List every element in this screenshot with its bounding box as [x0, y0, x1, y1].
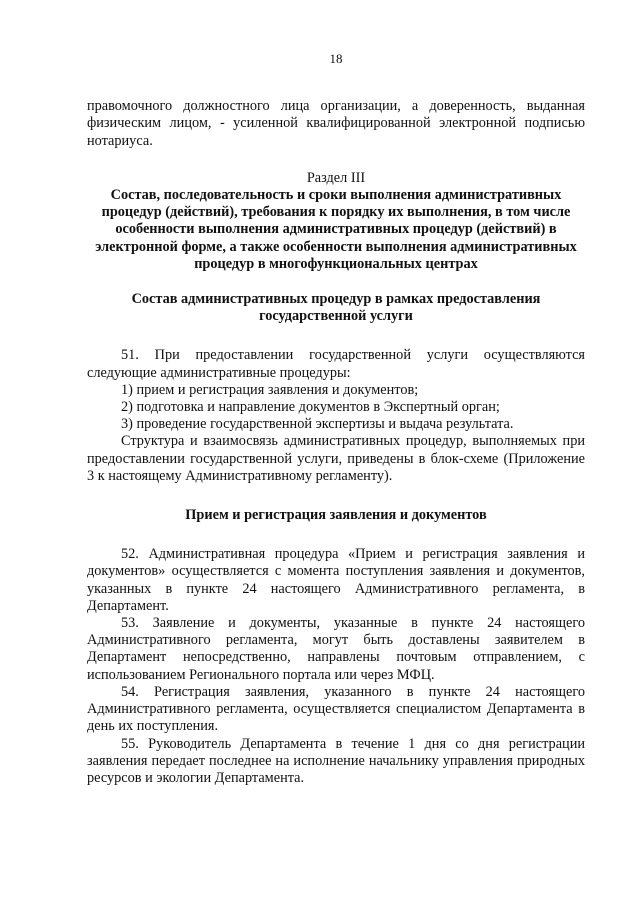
paragraph-55: 55. Руководитель Департамента в течение 1 дня со дня регистрации заявления передает последнее на исполнение начальнику управления природных ресурсов и экологии Департамента.: [87, 735, 585, 786]
page-number: 18: [329, 51, 343, 66]
subsection-title: Состав административных процедур в рамках предоставления государственной услуги: [131, 291, 541, 325]
subsection-title: Прием и регистрация заявления и документов: [185, 507, 487, 524]
list-item-2: 2) подготовка и направление документов в Экспертный орган;: [121, 399, 500, 416]
paragraph-54: 54. Регистрация заявления, указанного в пункте 24 настоящего Административного регламента, осуществляется специалистом Департамента в день их поступления.: [87, 683, 585, 735]
paragraph-51: 51. При предоставлении государственной услуги осуществляются следующие административные процедуры:: [87, 347, 585, 381]
section-title: Состав, последовательность и сроки выполнения административных процедур (действий), требования к порядку их выполнения, в том числе особенности выполнения административных процедур (действий) в электронной форме, а также особенности выполнения административных процедур в многофункциональных центрах: [95, 187, 577, 272]
section-label: Раздел III: [306, 169, 366, 186]
section-heading: [87, 170, 585, 273]
list-item-1: 1) прием и регистрация заявления и документов;: [121, 381, 419, 398]
paragraph-structure: Структура и взаимосвязь административных процедур, выполняемых при предоставлении государственной услуги, приведены в блок-схеме (Приложение 3 к настоящему Административному регламенту).: [87, 433, 585, 484]
intro-paragraph: правомочного должностного лица организации, а доверенность, выданная физическим лицом, - усиленной квалифицированной электронной подписью нотариуса.: [87, 98, 585, 149]
paragraph-53: 53. Заявление и документы, указанные в пункте 24 настоящего Административного регламента, могут быть доставлены заявителем в Департамент непосредственно, направлены почтовым отправлением, с использованием Регионального портала или через МФЦ.: [87, 615, 585, 683]
paragraph-52: 52. Административная процедура «Прием и регистрация заявления и документов» осуществляется с момента поступления заявления и документов, указанных в пункте 24 настоящего Административного регламента, в Департамент.: [87, 546, 585, 614]
list-item-3: 3) проведение государственной экспертизы и выдача результата.: [121, 416, 514, 433]
